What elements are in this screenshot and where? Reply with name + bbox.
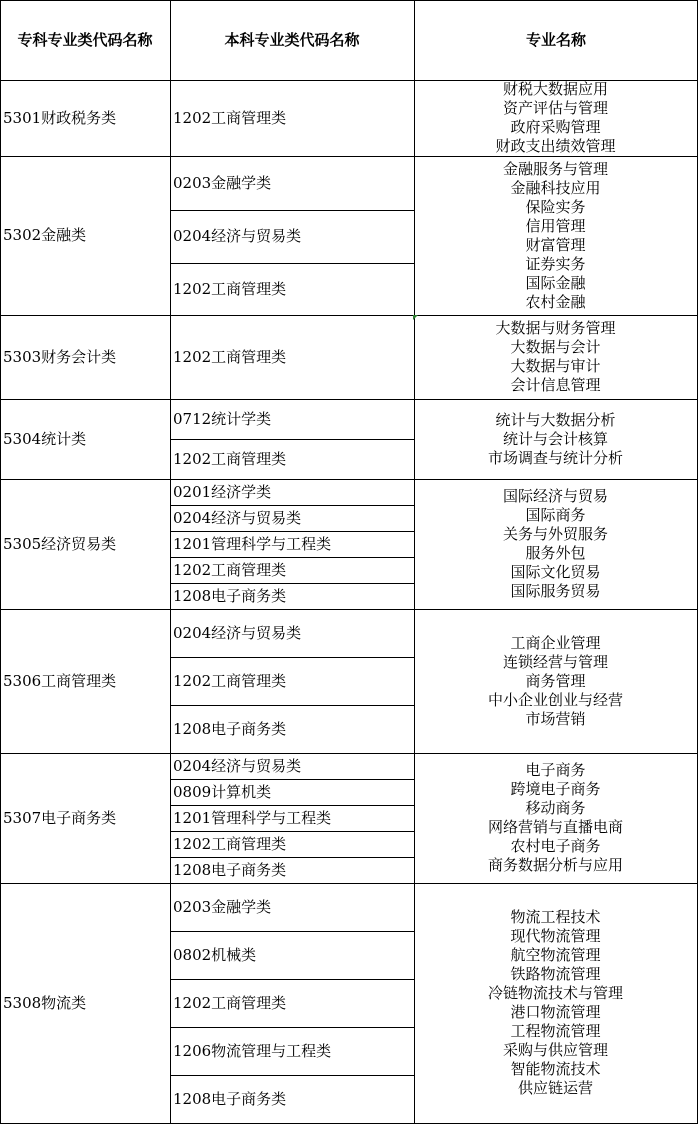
major-name: 统计与大数据分析: [495, 410, 616, 429]
undergrad-category-cell: 0809计算机类: [173, 782, 272, 801]
major-name: 供应链运营: [517, 1079, 593, 1097]
major-name: 跨境电子商务: [510, 780, 601, 798]
major-names-cell: [414, 609, 697, 753]
major-name: 国际文化贸易: [510, 563, 601, 581]
undergrad-category-cell: 1202工商管理类: [173, 671, 287, 690]
cell-comment-marker: [413, 315, 418, 320]
undergrad-category-cell: 1208电子商务类: [173, 1089, 287, 1108]
undergrad-category-cell: 0712统计学类: [173, 409, 272, 428]
major-names-cell: [414, 399, 697, 479]
major-name: 航空物流管理: [510, 946, 601, 964]
undergrad-category-cell: 1202工商管理类: [173, 993, 287, 1012]
undergrad-category-cell: 1208电子商务类: [173, 586, 287, 605]
major-name: 采购与供应管理: [502, 1041, 608, 1059]
major-name: 物流工程技术: [510, 908, 601, 926]
major-name: 铁路物流管理: [510, 965, 601, 983]
major-names-cell: [414, 315, 697, 399]
major-name: 港口物流管理: [510, 1003, 601, 1021]
undergrad-category-cell: 1202工商管理类: [173, 279, 287, 298]
undergrad-category-cell: 1208电子商务类: [173, 719, 287, 738]
vocational-category-cell: 5304统计类: [3, 429, 87, 448]
major-name: 会计信息管理: [510, 376, 601, 394]
undergrad-category-cell: 0204经济与贸易类: [173, 756, 302, 775]
major-names-cell: [414, 479, 697, 609]
major-name: 政府采购管理: [510, 118, 601, 136]
undergrad-category-cell: 1208电子商务类: [173, 860, 287, 879]
major-name: 金融科技应用: [510, 178, 601, 197]
major-name: 国际服务贸易: [510, 582, 601, 600]
major-name: 证券实务: [525, 254, 586, 273]
vocational-category-cell: 5305经济贸易类: [3, 534, 117, 553]
vocational-category-cell: 5302金融类: [3, 226, 87, 244]
vocational-category-cell: 5308物流类: [3, 993, 87, 1012]
undergrad-category-cell: 1202工商管理类: [173, 449, 287, 468]
major-name: 智能物流技术: [510, 1060, 601, 1078]
undergrad-category-cell: 1201管理科学与工程类: [173, 534, 332, 553]
major-name: 资产评估与管理: [502, 99, 608, 117]
major-name: 冷链物流技术与管理: [487, 984, 623, 1002]
major-name: 信用管理: [525, 216, 586, 235]
undergrad-category-cell: 0204经济与贸易类: [173, 508, 302, 527]
undergrad-category-cell: 0204经济与贸易类: [173, 623, 302, 642]
major-names-cell: [414, 753, 697, 883]
vocational-category-cell: 5303财务会计类: [3, 347, 117, 366]
header-undergrad-category: 本科专业类代码名称: [224, 30, 360, 49]
major-names-cell: [414, 883, 697, 1123]
major-name: 关务与外贸服务: [502, 525, 608, 543]
undergrad-category-cell: 1206物流管理与工程类: [173, 1041, 332, 1060]
major-name: 网络营销与直播电商: [487, 818, 623, 836]
major-name: 市场营销: [525, 709, 586, 728]
major-names-cell: [414, 156, 697, 315]
vocational-category-cell: 5306工商管理类: [3, 671, 117, 690]
major-name: 移动商务: [525, 799, 586, 817]
undergrad-category-cell: 0802机械类: [173, 945, 257, 964]
major-name: 统计与会计核算: [502, 429, 608, 448]
major-name: 金融服务与管理: [502, 159, 608, 178]
major-name: 现代物流管理: [510, 927, 601, 945]
major-name: 商务数据分析与应用: [487, 856, 623, 874]
major-name: 服务外包: [525, 544, 586, 562]
major-name: 工商企业管理: [510, 633, 601, 652]
major-name: 中小企业创业与经营: [487, 690, 623, 709]
major-name: 财税大数据应用: [502, 80, 608, 98]
undergrad-category-cell: 0204经济与贸易类: [173, 227, 302, 245]
major-names-cell: [414, 80, 697, 156]
undergrad-category-cell: 1202工商管理类: [173, 108, 287, 127]
vocational-category-cell: 5301财政税务类: [3, 108, 117, 127]
major-name: 大数据与财务管理: [495, 319, 616, 337]
major-name: 大数据与审计: [510, 357, 601, 375]
header-major-name: 专业名称: [525, 30, 586, 49]
major-name: 保险实务: [525, 197, 586, 216]
vocational-category-cell: 5307电子商务类: [3, 808, 117, 827]
major-name: 财富管理: [525, 235, 586, 254]
undergrad-category-cell: 0203金融学类: [173, 897, 272, 916]
major-name: 工程物流管理: [510, 1022, 601, 1040]
major-name: 市场调查与统计分析: [487, 448, 623, 467]
major-name: 国际经济与贸易: [502, 487, 608, 505]
major-name: 农村金融: [525, 292, 586, 311]
header-vocational-category: 专科专业类代码名称: [17, 30, 153, 49]
undergrad-category-cell: 1202工商管理类: [173, 834, 287, 853]
major-name: 财政支出绩效管理: [495, 137, 616, 155]
undergrad-category-cell: 1201管理科学与工程类: [173, 808, 332, 827]
undergrad-category-cell: 0203金融学类: [173, 173, 272, 192]
major-name: 商务管理: [525, 671, 586, 690]
undergrad-category-cell: 1202工商管理类: [173, 347, 287, 366]
major-name: 国际金融: [525, 273, 586, 292]
major-name: 连锁经营与管理: [502, 652, 608, 671]
major-name: 国际商务: [525, 506, 586, 524]
undergrad-category-cell: 0201经济学类: [173, 482, 272, 501]
major-name: 电子商务: [525, 761, 586, 779]
major-name: 大数据与会计: [510, 338, 601, 356]
major-name: 农村电子商务: [510, 837, 601, 855]
undergrad-category-cell: 1202工商管理类: [173, 560, 287, 579]
